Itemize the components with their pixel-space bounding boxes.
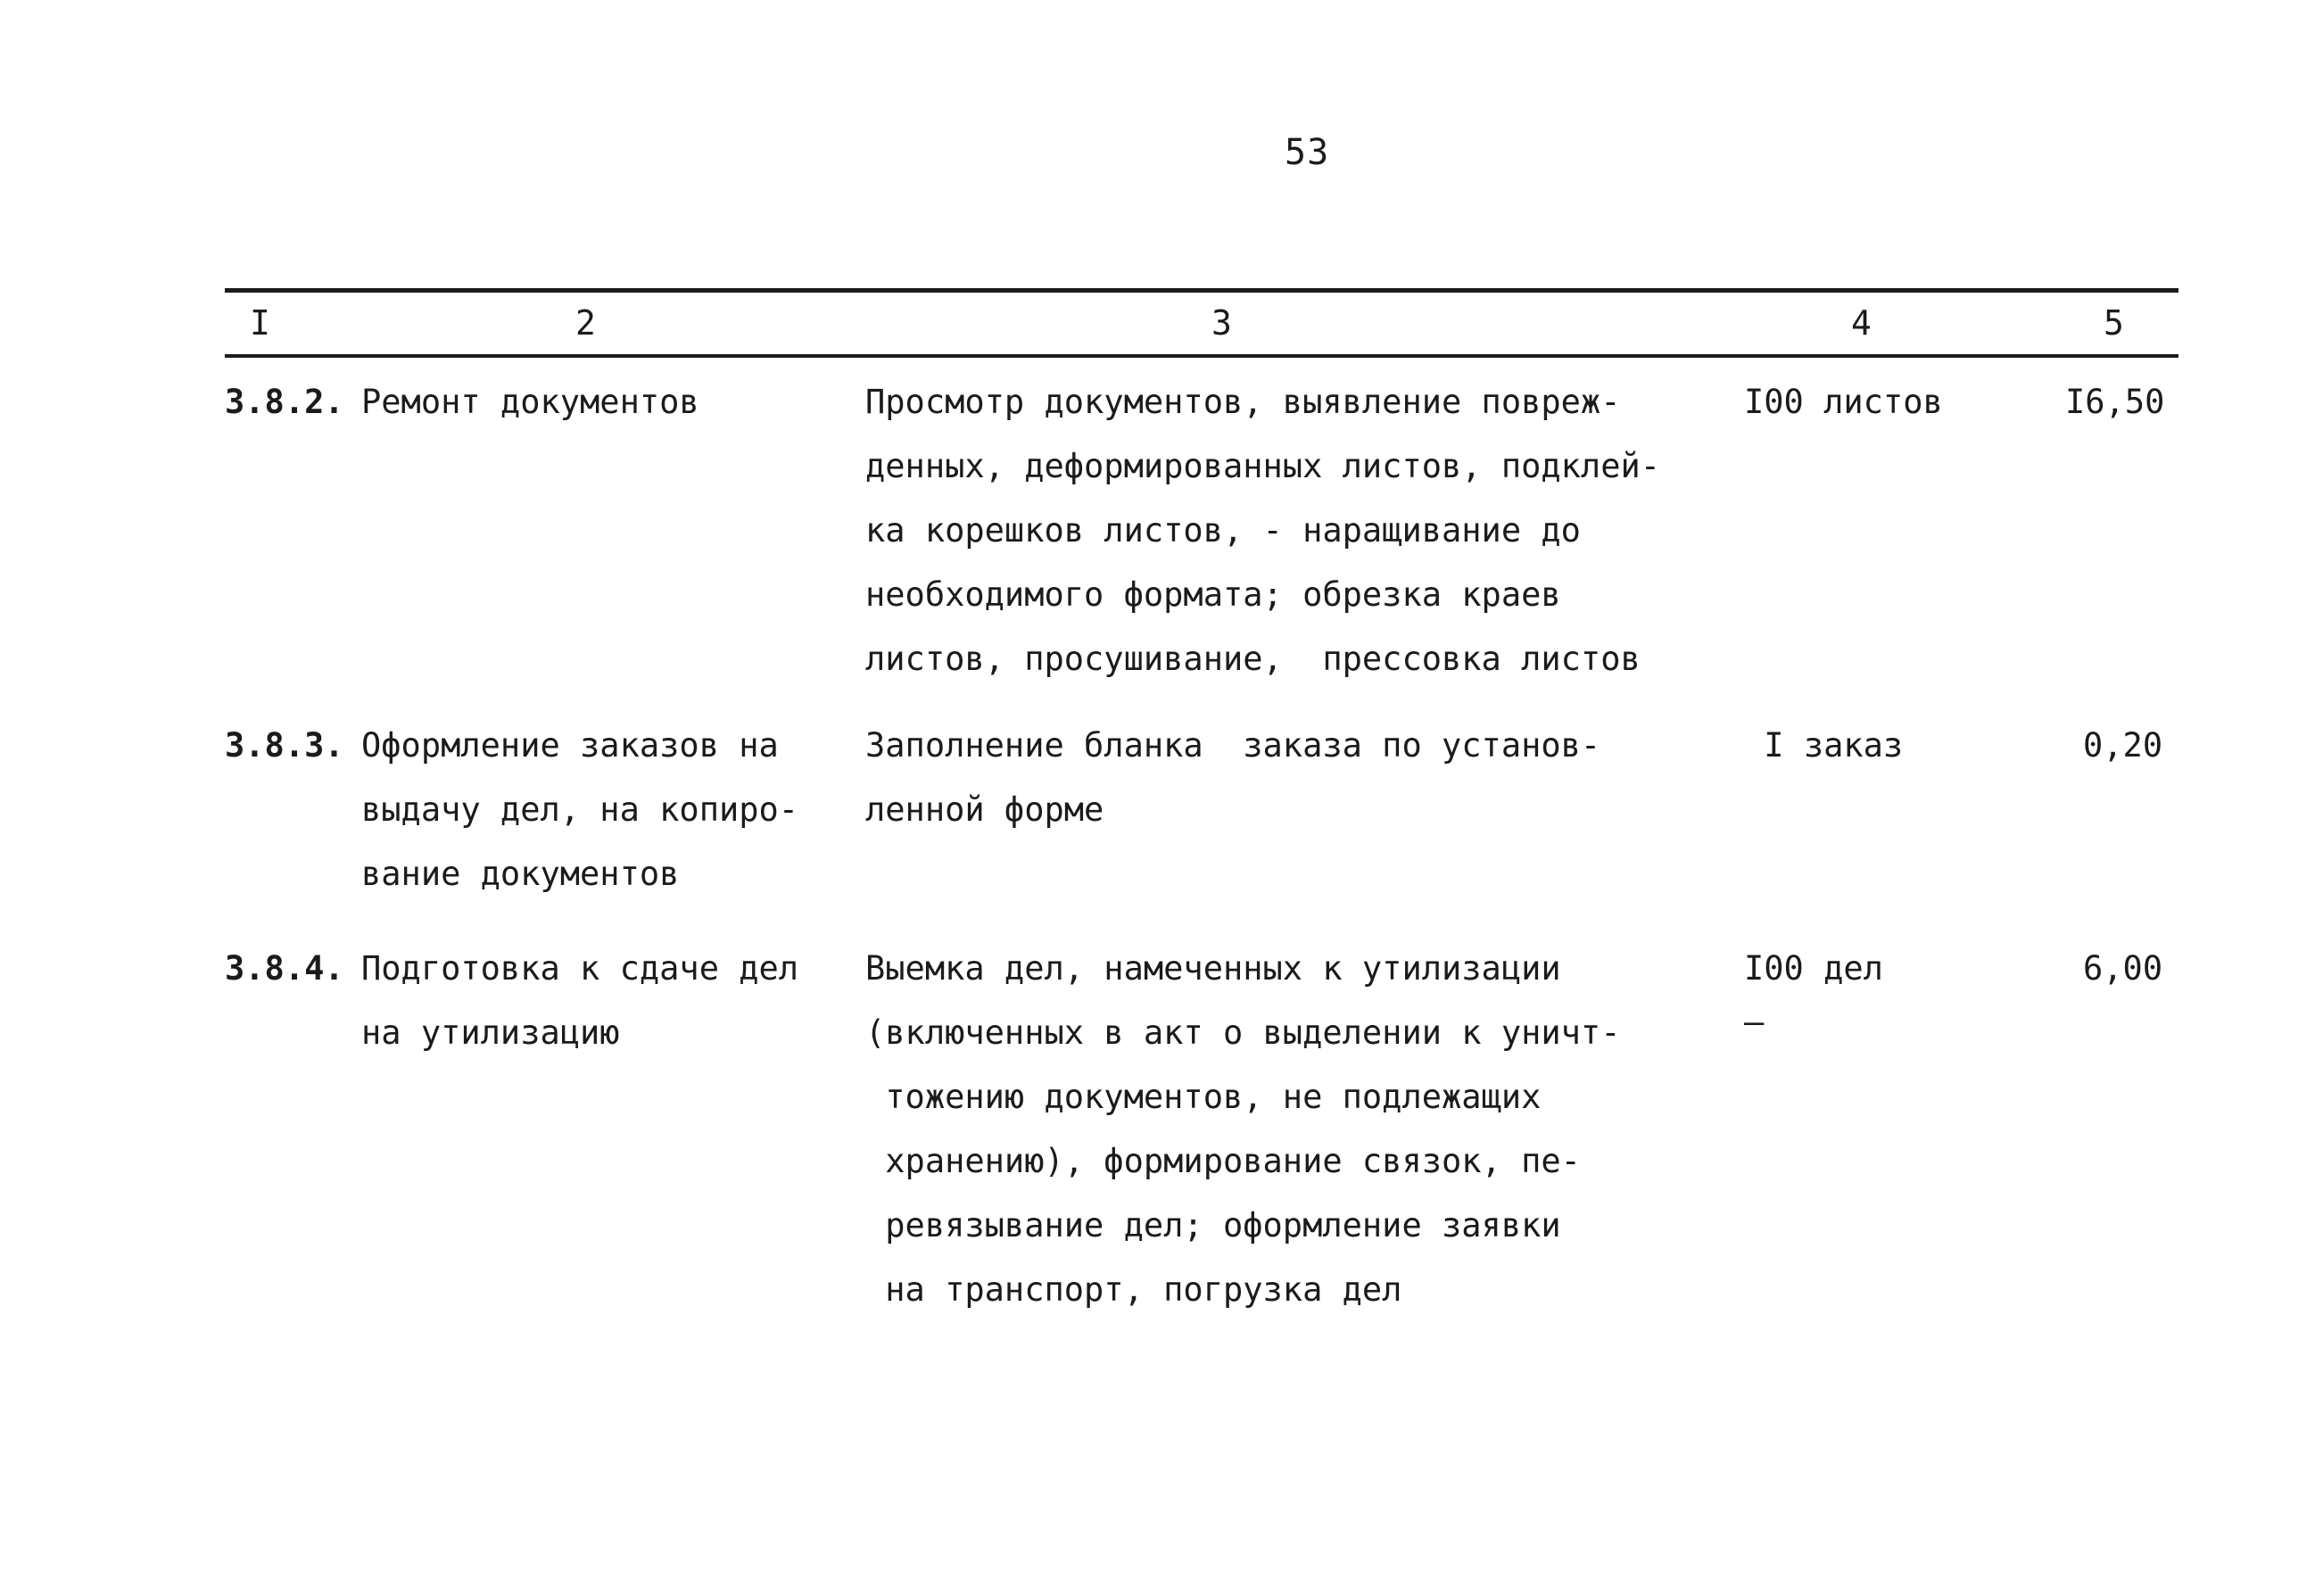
column-header-5: 5 xyxy=(2104,303,2124,343)
row-unit-dash: – xyxy=(1744,1003,1765,1041)
row-number: 3.8.3. xyxy=(225,726,344,765)
row-name: Оформление заказов на выдачу дел, на копиро- вание документов xyxy=(361,726,799,893)
column-header-3: 3 xyxy=(1211,303,1232,343)
row-description: Выемка дел, намеченных к утилизации (включенных в акт о выделении к уничт- тожению документов, не подлежащих хранению), формирование связок, пе- ревязывание дел; оформление заявки на транспорт, погрузка дел xyxy=(865,949,1621,1309)
row-value: I6,50 xyxy=(2065,383,2165,421)
table-header-rule xyxy=(225,354,2178,358)
row-value: 0,20 xyxy=(2083,726,2163,765)
row-unit: I00 листов xyxy=(1744,383,1943,421)
table-top-rule xyxy=(225,288,2178,293)
row-unit: I00 дел xyxy=(1744,949,1883,988)
page-number: 53 xyxy=(1285,132,1330,173)
row-name: Ремонт документов xyxy=(361,383,699,421)
row-number: 3.8.2. xyxy=(225,383,344,421)
column-header-4: 4 xyxy=(1851,303,1872,343)
column-header-2: 2 xyxy=(575,303,596,343)
row-description: Просмотр документов, выявление повреж- денных, деформированных листов, подклей- ка корешков листов, - наращивание до необходимого формата; обрезка краев листов, просушивание, прессовка листов xyxy=(865,383,1661,678)
column-header-1: I xyxy=(250,303,270,343)
row-description: Заполнение бланка заказа по установ- ленной форме xyxy=(865,726,1601,829)
row-unit: I заказ xyxy=(1744,726,1904,765)
row-value: 6,00 xyxy=(2083,949,2163,988)
row-number: 3.8.4. xyxy=(225,949,344,988)
row-name: Подготовка к сдаче дел на утилизацию xyxy=(361,949,799,1052)
